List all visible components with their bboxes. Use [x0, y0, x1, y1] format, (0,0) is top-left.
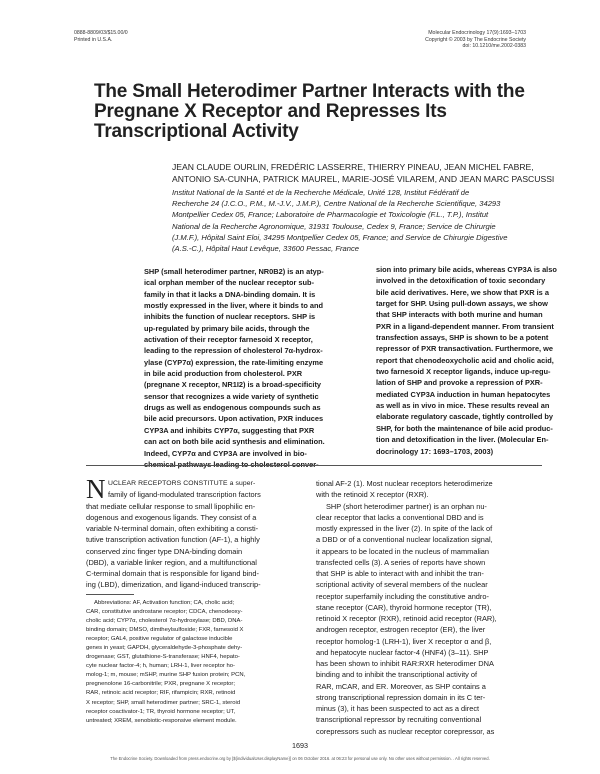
body-line: that SHP is able to interact with and inhibit the tran- [316, 569, 484, 578]
body-line: clear receptor that lacks a conventional DBD and is [316, 512, 484, 522]
printed-line: Printed in U.S.A. [74, 36, 113, 43]
footnote-line: receptor; GAL4, positive regulator of galactose inducible [86, 636, 233, 643]
body-line: (DBD), a variable linker region, and a multifunctional [86, 557, 257, 567]
body-line: with the retinoid X receptor (RXR). [316, 490, 429, 500]
footnote-line: drogenase; GST, glutathione-S-transferase; HNF4, hepato- [86, 654, 240, 661]
footnote-line: pregnenolone 16-carbonitrile; PXR, pregnane X receptor; [86, 681, 235, 688]
body-line: androgen receptor, estrogen receptor (ER), the liver [316, 625, 486, 635]
footnote-line: Abbreviations: AF, Activation function; CA, cholic acid; [94, 600, 235, 606]
body-line: receptor superfamily including the constitutive andro- [316, 591, 489, 601]
abstract-left-column [144, 266, 362, 470]
abstract-line: as well as in vivo in mice. These results reveal an [376, 401, 550, 411]
abstract-line: mostly expressed in the liver, where it binds to and [144, 301, 324, 311]
abstract-line: Indeed, CYP7α and CYP3A are involved in bio- [144, 448, 307, 458]
abstract-line: can act on both bile acid synthesis and elimination. [144, 437, 325, 447]
abstract-line: mediated CYP3A induction in human hepatocytes [376, 389, 551, 399]
abstract-line: transfection assays, SHP is shown to be a potent [376, 333, 549, 343]
abstract-line: that SHP interacts with both murine and human [376, 310, 543, 320]
abbreviations-footnote [86, 599, 312, 726]
body-line: stane receptor (CAR), thyroid hormone receptor (TR), [316, 602, 492, 612]
affiliation-line: Montpellier Cedex 05, France; Laboratoire de Pharmacologie et Toxicologie (F.L., T.P.), Institut [172, 210, 489, 220]
affiliation-block [172, 187, 527, 254]
drop-cap: N [86, 474, 106, 504]
abstract-line: inhibits the function of nuclear receptors. SHP is [144, 312, 316, 322]
abstract-line: SHP (small heterodimer partner, NR0B2) is an atyp- [144, 267, 324, 276]
body-left-column [86, 474, 308, 591]
abstract-line: up-regulated by primary bile acids, through the [144, 323, 310, 333]
body-line: C-terminal domain that is responsible for ligand bind- [86, 569, 259, 578]
footnote-line: genes in yeast; GAPDH, glyceraldehyde-3-phosphate dehy- [86, 645, 243, 652]
abstract-line: in bile acid production from cholesterol. PXR [144, 369, 303, 379]
copyright-line: Copyright © 2003 by The Endocrine Society [425, 36, 526, 43]
abstract-right-column [376, 264, 594, 457]
author-line: JEAN CLAUDE OURLIN, FREDÉRIC LASSERRE, THIERRY PINEAU, JEAN MICHEL FABRE, [172, 162, 534, 172]
body-line: transfected cells (3). A series of reports have shown [316, 557, 486, 567]
abstract-line: repressor of PXR transactivation. Furthermore, we [376, 344, 554, 354]
download-notice: The Endocrine Society. Downloaded from press.endocrine.org by [${individualUser.displayName}] on 06 October 2016. at 06:23 for personal use only. No other uses without permission. . All rights reserved. [110, 756, 490, 761]
title-line: Pregnane X Receptor and Represses Its [94, 101, 447, 122]
abstract-line: (pregnane X receptor, NR1I2) is a broad-specificity [144, 380, 322, 390]
body-line: receptor homolog-1 (LRH-1), liver X receptor α and β, [316, 636, 492, 646]
abstract-line: ylase (CYP7α) expression, the rate-limiting enzyme [144, 357, 324, 367]
body-line: tional AF-2 (1). Most nuclear receptors heterodimerize [316, 479, 493, 488]
body-line: transcriptional repressor by recruiting conventional [316, 715, 482, 725]
abstract-line: drugs as well as endogenous compounds such as [144, 403, 321, 413]
journal-header-right [425, 30, 526, 50]
author-list [172, 162, 555, 185]
body-line: ing (LBD), dimerization, and ligand-induced transcrip- [86, 580, 261, 590]
body-line: RAR, mCAR, and ER. Moreover, as SHP contains a [316, 681, 486, 691]
body-line: a DBD or of a conventional nuclear localization signal, [316, 535, 493, 545]
body-line: and hepatocyte nuclear factor-4 (HNF4) (3–11). SHP [316, 647, 489, 657]
body-line: dogenous and exogenous ligands. They consist of a [86, 512, 257, 522]
abstract-line: bile acid precursors. Upon activation, PXR induces [144, 414, 324, 424]
abstract-line: lation of SHP and provoke a repression of PXR- [376, 378, 543, 388]
body-line: strong transcriptional repression domain in its C ter- [316, 692, 486, 702]
abstract-line: involved in the detoxification of toxic secondary [376, 276, 546, 286]
body-line: that mediate cellular response to small lipophilic en- [86, 501, 256, 511]
abstract-line: SHP, for both the maintenance of bile acid produc- [376, 423, 553, 433]
body-line: conserved zinc finger type DNA-binding domain [86, 546, 243, 556]
footnote-line: cholic acid; CYP7α, cholesterol 7α-hydroxylase; DBD, DNA- [86, 618, 243, 625]
doi-line: doi: 10.1210/me.2002-0383 [462, 43, 526, 50]
footnote-line: receptor coactivator-1; TR, thyroid hormone receptor; UT, [86, 708, 236, 715]
affiliation-line: Recherche 24 (J.C.O., P.M., M.-J.V., J.M.P.), Centre National de la Recherche Scientifique, 34293 [172, 199, 501, 209]
abstract-line: report that chenodeoxycholic acid and cholic acid, [376, 355, 554, 365]
abstract-line: chemical pathways leading to cholesterol conver- [144, 459, 319, 469]
body-line: retinoid X receptor (RXR), retinoid acid receptor (RAR), [316, 614, 497, 623]
body-line: family of ligand-modulated transcription factors [108, 490, 261, 500]
citation-line: Molecular Endocrinology 17(9):1693–1703 [428, 30, 526, 36]
body-line: variable N-terminal domain, often exhibiting a consti- [86, 524, 259, 533]
issn-line: 0888-8809/03/$15.00/0 [74, 30, 128, 36]
abstract-line: sion into primary bile acids, whereas CYP3A is also [376, 265, 557, 274]
abstract-line: elaborate regulatory cascade, tightly controlled by [376, 412, 554, 422]
footnote-line: molog-1; m, mouse; mSHP, murine SHP fusion protein; PCN, [86, 672, 246, 679]
footnote-line: untreated; XREM, xenobiotic-responsive element module. [86, 717, 237, 724]
body-line: tutive transcription activation function (AF-1), a highly [86, 535, 260, 545]
abstract-line: leading to the repression of cholesterol 7α-hydrox- [144, 346, 323, 356]
abstract-line: sensor that recognizes a wide variety of synthetic [144, 391, 319, 401]
abstract-line: family in that it lacks a DNA-binding domain. It is [144, 289, 316, 299]
body-line: mostly expressed in the liver (2). In spite of the lack of [316, 524, 493, 533]
abstract-line: two farnesoid X receptor ligands, induce up-regu- [376, 367, 551, 377]
footnote-line: binding domain; DMSO, dimtheylsulfoxide; FXR, farnesoid X [86, 627, 244, 634]
body-line: minus (3), it has been suspected to act as a direct [316, 704, 480, 713]
body-line: corepressors such as nuclear receptor corepressor, as [316, 726, 495, 736]
abstract-line: ical orphan member of the nuclear receptor sub- [144, 278, 315, 288]
body-first-line: UCLEAR RECEPTORS CONSTITUTE a super- [108, 480, 256, 487]
body-line: has been shown to inhibit RAR:RXR heterodimer DNA [316, 659, 494, 668]
footnote-line: CAR, constitutive androstane receptor; CDCA, chenodeoxy- [86, 609, 243, 616]
affiliation-line: National de la Recherche Agronomique, 31931 Toulouse, Cedex 9, France; Service de Chirurgie [172, 221, 496, 231]
article-title [94, 82, 534, 142]
abstract-line: tion and detoxification in the liver. (Molecular En- [376, 435, 549, 445]
abstract-line: target for SHP. Using pull-down assays, we show [376, 299, 548, 309]
body-line: scriptional activity of several members of the nuclear [316, 580, 488, 590]
title-line: Transcriptional Activity [94, 121, 299, 142]
page-number: 1693 [292, 741, 308, 750]
affiliation-line: (J.M.F.), Hôpital Saint Eloi, 34295 Montpellier Cedex 05, France; and Service de Chirurgie Digestive [172, 232, 508, 242]
footnote-line: RAR, retinoic acid receptor; RIF, rifampicin; RXR, retinoid [86, 690, 236, 697]
abstract-line: docrinology 17: 1693–1703, 2003) [376, 446, 494, 456]
footnote-line: cyte nuclear factor-4; h, human; LRH-1, liver receptor ho- [86, 663, 235, 670]
abstract-line: bile acid derivatives. Here, we show that PXR is a [376, 287, 549, 297]
journal-header-left [74, 30, 128, 43]
body-right-column [316, 478, 542, 737]
abstract-line: activation of their receptor farnesoid X receptor, [144, 335, 313, 345]
body-line: SHP (short heterodimer partner) is an orphan nu- [326, 501, 487, 511]
footnote-divider [86, 594, 134, 595]
author-line: ANTONIO SA-CUNHA, PATRICK MAUREL, MARIE-JOSÉ VILAREM, AND JEAN MARC PASCUSSI [172, 173, 555, 184]
title-line: The Small Heterodimer Partner Interacts with the [94, 81, 525, 102]
body-line: binding and to inhibit the transcriptional activity of [316, 670, 478, 680]
abstract-line: PXR in a ligand-dependent manner. From transient [376, 321, 554, 331]
footnote-line: X receptor; SHP, small heterodimer partner; SRC-1, steroid [86, 699, 241, 706]
affiliation-line: Institut National de la Santé et de la Recherche Médicale, Unité 128, Institut Fédératif de [172, 188, 470, 197]
abstract-line: CYP3A and inhibits CYP7α, suggesting that PXR [144, 425, 315, 435]
section-divider [86, 465, 542, 466]
body-line: it appears to be located in the nucleus of mammalian [316, 546, 489, 556]
affiliation-line: (A.S.-C.), Hôpital Haut Levêque, 33600 Pessac, France [172, 244, 359, 254]
